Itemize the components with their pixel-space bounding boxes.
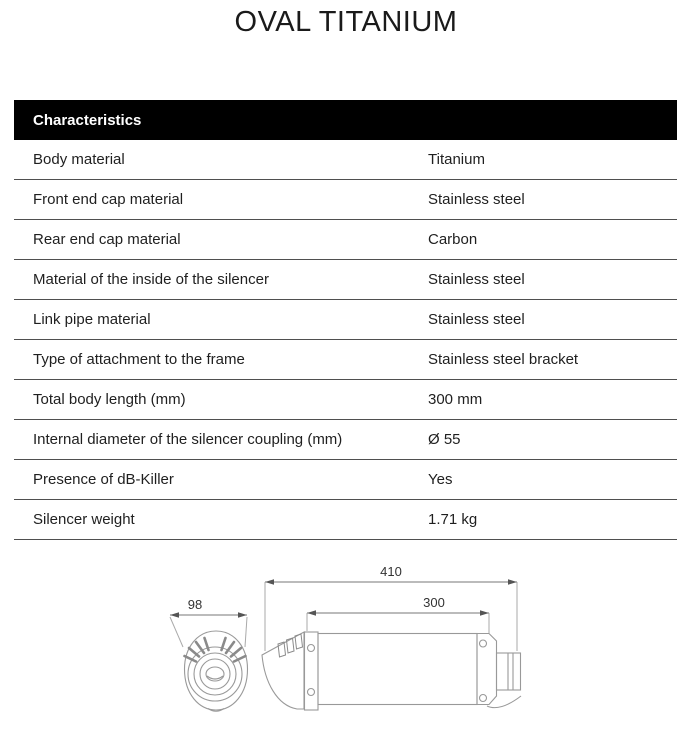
spec-label: Material of the inside of the silencer bbox=[33, 271, 269, 288]
spec-label: Front end cap material bbox=[33, 191, 184, 208]
spec-value: Stainless steel bbox=[428, 191, 525, 208]
characteristics-table bbox=[14, 100, 677, 540]
table-row bbox=[14, 140, 677, 180]
spec-value: Carbon bbox=[428, 231, 478, 248]
spec-value: 1.71 kg bbox=[428, 511, 478, 528]
rivet bbox=[480, 695, 487, 702]
dimension-body-length bbox=[307, 610, 489, 633]
table-row bbox=[14, 180, 677, 220]
table-header bbox=[14, 100, 677, 140]
spec-value: Stainless steel bracket bbox=[428, 351, 579, 368]
spec-value: 300 mm bbox=[428, 391, 483, 408]
table-row bbox=[14, 340, 677, 380]
spec-label: Link pipe material bbox=[33, 311, 151, 328]
table-row bbox=[14, 500, 677, 540]
front-end-cap bbox=[305, 632, 319, 710]
table-row bbox=[14, 380, 677, 420]
spec-label: Body material bbox=[33, 151, 125, 168]
silencer-drawing-svg bbox=[0, 555, 692, 740]
spec-value: Yes bbox=[428, 471, 453, 488]
spec-label: Presence of dB-Killer bbox=[33, 471, 174, 488]
dim-body-length-label: 300 bbox=[423, 595, 445, 610]
end-view-drawing bbox=[185, 631, 248, 711]
spec-label: Type of attachment to the frame bbox=[33, 351, 245, 368]
dim-width-label: 98 bbox=[187, 597, 203, 612]
rivet bbox=[480, 640, 487, 647]
rivet bbox=[308, 689, 315, 696]
rear-strap bbox=[487, 696, 521, 708]
technical-drawing bbox=[0, 555, 692, 740]
spec-value: Stainless steel bbox=[428, 311, 525, 328]
side-view-drawing bbox=[262, 632, 521, 710]
spec-label: Total body length (mm) bbox=[33, 391, 186, 408]
spec-value: Ø 55 bbox=[428, 431, 461, 448]
table-row bbox=[14, 260, 677, 300]
rivet bbox=[308, 645, 315, 652]
silencer-body bbox=[318, 634, 477, 705]
spec-value: Titanium bbox=[428, 151, 485, 168]
table-row bbox=[14, 220, 677, 260]
spec-label: Internal diameter of the silencer coupling (mm) bbox=[33, 431, 343, 448]
table-row bbox=[14, 300, 677, 340]
table-row bbox=[14, 460, 677, 500]
front-bracket bbox=[262, 632, 304, 709]
dim-overall-length-label: 410 bbox=[380, 564, 402, 579]
dimension-width bbox=[170, 612, 247, 647]
spec-label: Rear end cap material bbox=[33, 231, 181, 248]
spec-value: Stainless steel bbox=[428, 271, 525, 288]
table-header-label: Characteristics bbox=[33, 111, 142, 129]
table-row bbox=[14, 420, 677, 460]
dimension-overall-length bbox=[265, 579, 517, 651]
page-title: OVAL TITANIUM bbox=[234, 6, 458, 38]
spec-label: Silencer weight bbox=[33, 511, 135, 528]
